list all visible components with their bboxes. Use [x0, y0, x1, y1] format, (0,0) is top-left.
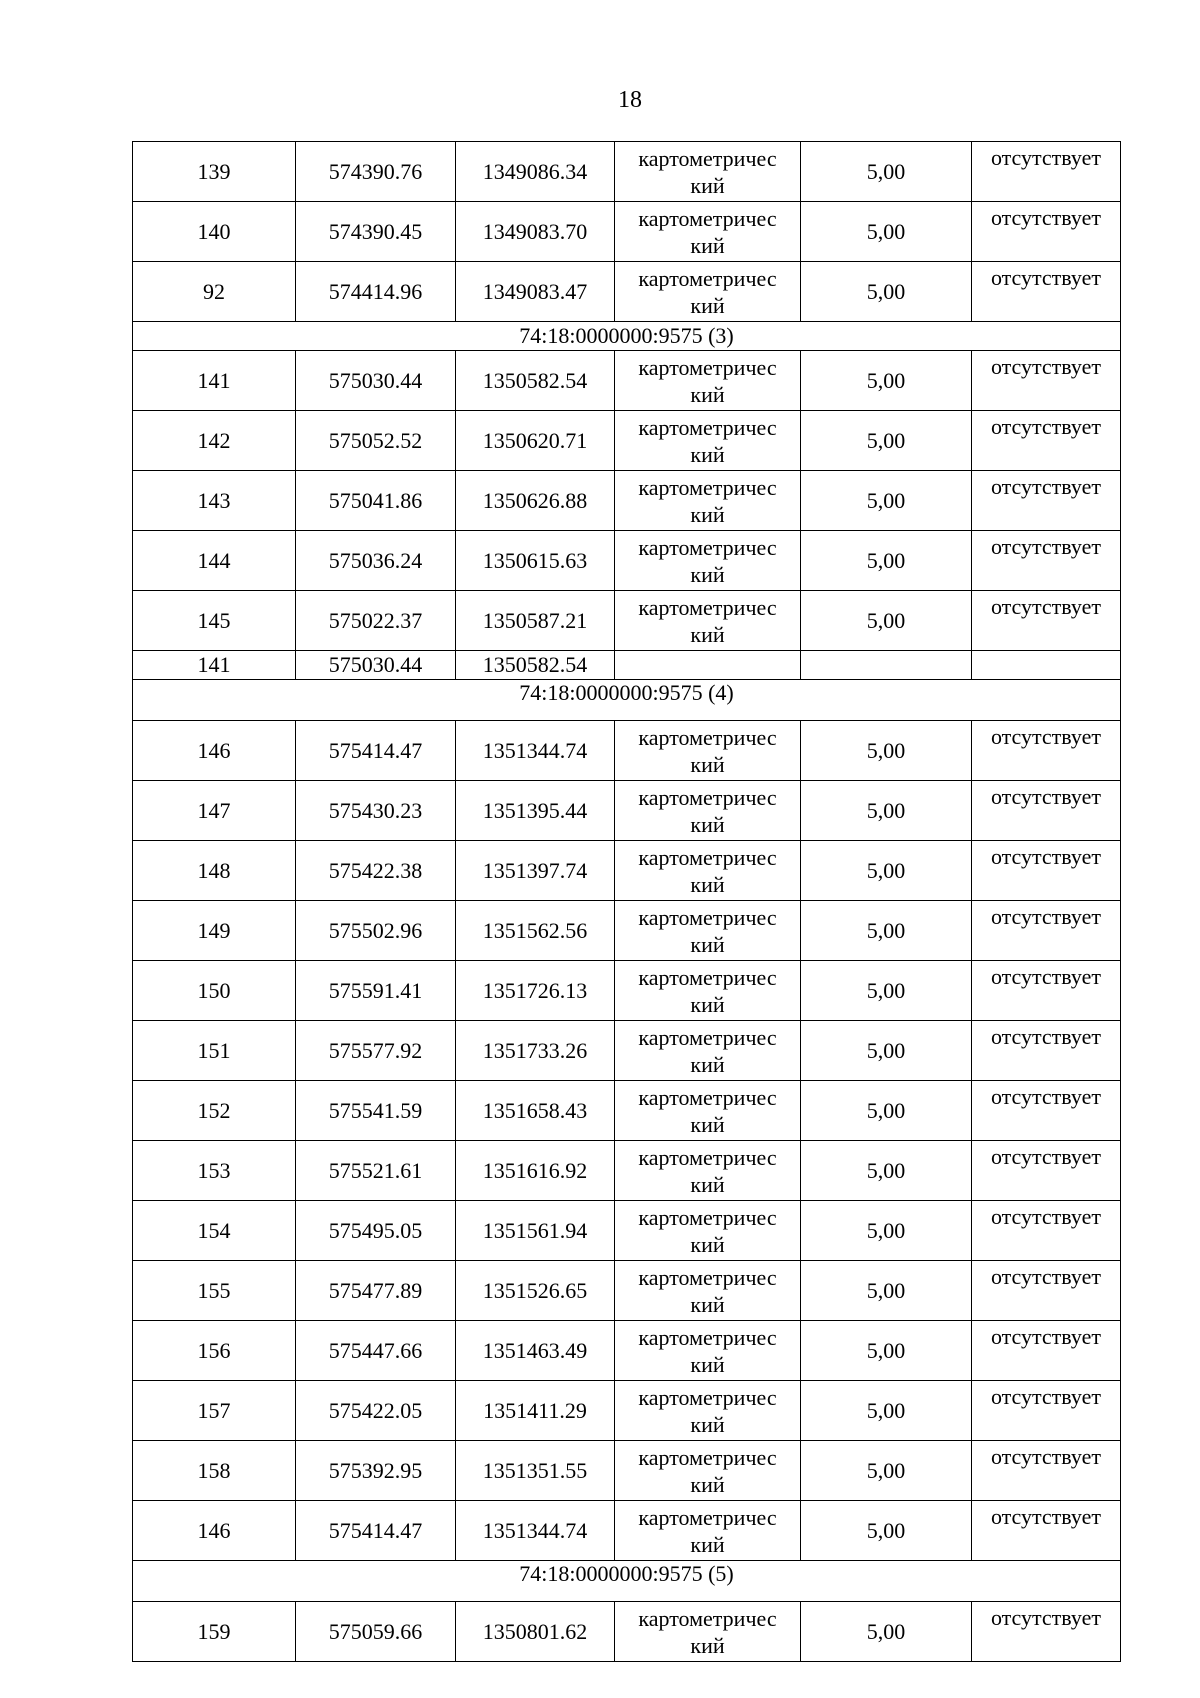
section-label: 74:18:0000000:9575 (5) — [133, 1561, 1121, 1602]
y-coordinate-cell: 1350620.71 — [456, 411, 615, 471]
method-cell: картометричес кий — [615, 1381, 801, 1441]
error-cell: 5,00 — [801, 1381, 972, 1441]
y-coordinate-cell: 1349083.47 — [456, 262, 615, 322]
error-cell: 5,00 — [801, 781, 972, 841]
method-cell: картометричес кий — [615, 721, 801, 781]
point-number-cell: 151 — [133, 1021, 296, 1081]
table-row — [133, 721, 1121, 781]
x-coordinate-cell: 575577.92 — [296, 1021, 456, 1081]
method-cell: картометричес кий — [615, 901, 801, 961]
method-cell: картометричес кий — [615, 841, 801, 901]
method-cell: картометричес кий — [615, 1141, 801, 1201]
x-coordinate-cell: 575591.41 — [296, 961, 456, 1021]
point-number-cell: 147 — [133, 781, 296, 841]
method-cell: картометричес кий — [615, 471, 801, 531]
characteristic-cell: отсутствует — [972, 1201, 1121, 1261]
characteristic-cell: отсутствует — [972, 591, 1121, 651]
characteristic-cell: отсутствует — [972, 1501, 1121, 1561]
table-row — [133, 1501, 1121, 1561]
error-cell: 5,00 — [801, 471, 972, 531]
method-cell: картометричес кий — [615, 1261, 801, 1321]
x-coordinate-cell: 575447.66 — [296, 1321, 456, 1381]
table-row — [133, 202, 1121, 262]
section-header-row — [133, 1561, 1121, 1602]
characteristic-cell: отсутствует — [972, 721, 1121, 781]
error-cell: 5,00 — [801, 591, 972, 651]
point-number-cell: 143 — [133, 471, 296, 531]
coordinates-table — [132, 141, 1121, 1662]
section-header-row — [133, 322, 1121, 351]
section-header-row — [133, 680, 1121, 721]
table-row — [133, 1441, 1121, 1501]
characteristic-cell — [972, 651, 1121, 680]
point-number-cell: 144 — [133, 531, 296, 591]
characteristic-cell: отсутствует — [972, 142, 1121, 202]
method-cell: картометричес кий — [615, 1021, 801, 1081]
error-cell: 5,00 — [801, 351, 972, 411]
x-coordinate-cell: 574390.45 — [296, 202, 456, 262]
y-coordinate-cell: 1351562.56 — [456, 901, 615, 961]
table-row — [133, 1021, 1121, 1081]
method-cell — [615, 651, 801, 680]
error-cell: 5,00 — [801, 1141, 972, 1201]
method-cell: картометричес кий — [615, 1501, 801, 1561]
point-number-cell: 148 — [133, 841, 296, 901]
y-coordinate-cell: 1351658.43 — [456, 1081, 615, 1141]
error-cell: 5,00 — [801, 1021, 972, 1081]
y-coordinate-cell: 1351397.74 — [456, 841, 615, 901]
x-coordinate-cell: 575392.95 — [296, 1441, 456, 1501]
table-row — [133, 1602, 1121, 1662]
y-coordinate-cell: 1351616.92 — [456, 1141, 615, 1201]
point-number-cell: 152 — [133, 1081, 296, 1141]
method-cell: картометричес кий — [615, 531, 801, 591]
y-coordinate-cell: 1350615.63 — [456, 531, 615, 591]
table-row — [133, 411, 1121, 471]
characteristic-cell: отсутствует — [972, 1441, 1121, 1501]
x-coordinate-cell: 575036.24 — [296, 531, 456, 591]
point-number-cell: 159 — [133, 1602, 296, 1662]
characteristic-cell: отсутствует — [972, 901, 1121, 961]
y-coordinate-cell: 1350582.54 — [456, 351, 615, 411]
table-row — [133, 142, 1121, 202]
y-coordinate-cell: 1350582.54 — [456, 651, 615, 680]
table-row — [133, 531, 1121, 591]
method-cell: картометричес кий — [615, 411, 801, 471]
characteristic-cell: отсутствует — [972, 841, 1121, 901]
x-coordinate-cell: 575422.05 — [296, 1381, 456, 1441]
characteristic-cell: отсутствует — [972, 1021, 1121, 1081]
y-coordinate-cell: 1351411.29 — [456, 1381, 615, 1441]
point-number-cell: 139 — [133, 142, 296, 202]
error-cell: 5,00 — [801, 142, 972, 202]
table-row — [133, 1081, 1121, 1141]
point-number-cell: 155 — [133, 1261, 296, 1321]
y-coordinate-cell: 1351351.55 — [456, 1441, 615, 1501]
method-cell: картометричес кий — [615, 142, 801, 202]
section-label: 74:18:0000000:9575 (3) — [133, 322, 1121, 351]
table-row — [133, 961, 1121, 1021]
table-row — [133, 651, 1121, 680]
method-cell: картометричес кий — [615, 1602, 801, 1662]
x-coordinate-cell: 575022.37 — [296, 591, 456, 651]
table-row — [133, 781, 1121, 841]
characteristic-cell: отсутствует — [972, 531, 1121, 591]
characteristic-cell: отсутствует — [972, 1141, 1121, 1201]
characteristic-cell: отсутствует — [972, 471, 1121, 531]
y-coordinate-cell: 1350587.21 — [456, 591, 615, 651]
point-number-cell: 140 — [133, 202, 296, 262]
table-row — [133, 262, 1121, 322]
method-cell: картометричес кий — [615, 1321, 801, 1381]
point-number-cell: 141 — [133, 651, 296, 680]
method-cell: картометричес кий — [615, 1081, 801, 1141]
y-coordinate-cell: 1351561.94 — [456, 1201, 615, 1261]
x-coordinate-cell: 575422.38 — [296, 841, 456, 901]
table-row — [133, 901, 1121, 961]
error-cell: 5,00 — [801, 1501, 972, 1561]
point-number-cell: 153 — [133, 1141, 296, 1201]
error-cell: 5,00 — [801, 841, 972, 901]
error-cell: 5,00 — [801, 1081, 972, 1141]
error-cell: 5,00 — [801, 1602, 972, 1662]
table-row — [133, 841, 1121, 901]
method-cell: картометричес кий — [615, 591, 801, 651]
error-cell: 5,00 — [801, 202, 972, 262]
x-coordinate-cell: 575502.96 — [296, 901, 456, 961]
x-coordinate-cell: 575495.05 — [296, 1201, 456, 1261]
table-row — [133, 1261, 1121, 1321]
x-coordinate-cell: 575477.89 — [296, 1261, 456, 1321]
table-body — [133, 142, 1121, 1662]
x-coordinate-cell: 575030.44 — [296, 351, 456, 411]
error-cell: 5,00 — [801, 1441, 972, 1501]
y-coordinate-cell: 1351733.26 — [456, 1021, 615, 1081]
page-number: 18 — [618, 87, 642, 113]
characteristic-cell: отсутствует — [972, 781, 1121, 841]
characteristic-cell: отсутствует — [972, 1261, 1121, 1321]
characteristic-cell: отсутствует — [972, 1602, 1121, 1662]
y-coordinate-cell: 1350626.88 — [456, 471, 615, 531]
error-cell: 5,00 — [801, 1201, 972, 1261]
point-number-cell: 149 — [133, 901, 296, 961]
y-coordinate-cell: 1350801.62 — [456, 1602, 615, 1662]
table-row — [133, 351, 1121, 411]
characteristic-cell: отсутствует — [972, 1381, 1121, 1441]
point-number-cell: 145 — [133, 591, 296, 651]
table-row — [133, 591, 1121, 651]
table-row — [133, 471, 1121, 531]
x-coordinate-cell: 575541.59 — [296, 1081, 456, 1141]
error-cell — [801, 651, 972, 680]
x-coordinate-cell: 575430.23 — [296, 781, 456, 841]
characteristic-cell: отсутствует — [972, 262, 1121, 322]
section-label: 74:18:0000000:9575 (4) — [133, 680, 1121, 721]
point-number-cell: 146 — [133, 1501, 296, 1561]
characteristic-cell: отсутствует — [972, 351, 1121, 411]
error-cell: 5,00 — [801, 531, 972, 591]
method-cell: картометричес кий — [615, 351, 801, 411]
y-coordinate-cell: 1351344.74 — [456, 721, 615, 781]
x-coordinate-cell: 575521.61 — [296, 1141, 456, 1201]
point-number-cell: 154 — [133, 1201, 296, 1261]
error-cell: 5,00 — [801, 1321, 972, 1381]
point-number-cell: 156 — [133, 1321, 296, 1381]
point-number-cell: 92 — [133, 262, 296, 322]
characteristic-cell: отсутствует — [972, 1321, 1121, 1381]
method-cell: картометричес кий — [615, 1441, 801, 1501]
y-coordinate-cell: 1351463.49 — [456, 1321, 615, 1381]
characteristic-cell: отсутствует — [972, 411, 1121, 471]
x-coordinate-cell: 575059.66 — [296, 1602, 456, 1662]
y-coordinate-cell: 1351526.65 — [456, 1261, 615, 1321]
point-number-cell: 142 — [133, 411, 296, 471]
x-coordinate-cell: 575414.47 — [296, 721, 456, 781]
table-row — [133, 1321, 1121, 1381]
error-cell: 5,00 — [801, 721, 972, 781]
method-cell: картометричес кий — [615, 961, 801, 1021]
point-number-cell: 158 — [133, 1441, 296, 1501]
characteristic-cell: отсутствует — [972, 202, 1121, 262]
y-coordinate-cell: 1349086.34 — [456, 142, 615, 202]
error-cell: 5,00 — [801, 262, 972, 322]
error-cell: 5,00 — [801, 1261, 972, 1321]
x-coordinate-cell: 575041.86 — [296, 471, 456, 531]
error-cell: 5,00 — [801, 961, 972, 1021]
method-cell: картометричес кий — [615, 1201, 801, 1261]
x-coordinate-cell: 574414.96 — [296, 262, 456, 322]
method-cell: картометричес кий — [615, 202, 801, 262]
x-coordinate-cell: 575052.52 — [296, 411, 456, 471]
x-coordinate-cell: 574390.76 — [296, 142, 456, 202]
y-coordinate-cell: 1351395.44 — [456, 781, 615, 841]
point-number-cell: 150 — [133, 961, 296, 1021]
table-row — [133, 1381, 1121, 1441]
method-cell: картометричес кий — [615, 262, 801, 322]
table-row — [133, 1141, 1121, 1201]
y-coordinate-cell: 1351344.74 — [456, 1501, 615, 1561]
point-number-cell: 141 — [133, 351, 296, 411]
x-coordinate-cell: 575030.44 — [296, 651, 456, 680]
table-row — [133, 1201, 1121, 1261]
point-number-cell: 146 — [133, 721, 296, 781]
error-cell: 5,00 — [801, 901, 972, 961]
characteristic-cell: отсутствует — [972, 961, 1121, 1021]
x-coordinate-cell: 575414.47 — [296, 1501, 456, 1561]
characteristic-cell: отсутствует — [972, 1081, 1121, 1141]
point-number-cell: 157 — [133, 1381, 296, 1441]
y-coordinate-cell: 1351726.13 — [456, 961, 615, 1021]
y-coordinate-cell: 1349083.70 — [456, 202, 615, 262]
method-cell: картометричес кий — [615, 781, 801, 841]
error-cell: 5,00 — [801, 411, 972, 471]
